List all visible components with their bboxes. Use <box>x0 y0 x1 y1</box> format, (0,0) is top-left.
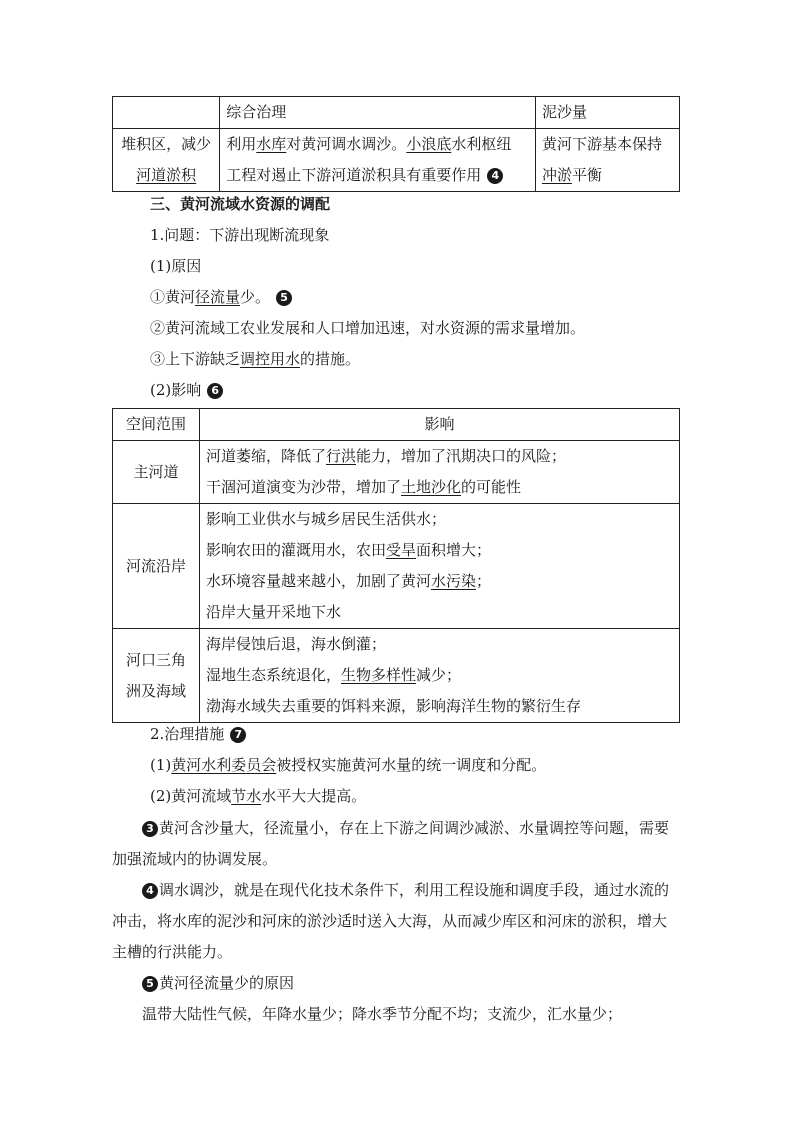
impact-cell <box>200 629 680 723</box>
cell-line: 河口三角 <box>125 650 186 669</box>
underlined-term: 水污染 <box>431 572 477 590</box>
cause-item <box>150 345 360 373</box>
cause-item: ②黄河流域工农业发展和人口增加迅速，对水资源的需求量增加。 <box>150 319 586 337</box>
cell-line: 渤海水域失去重要的饵料来源，影响海洋生物的繁衍生存 <box>206 697 582 715</box>
underlined-term: 冲淤 <box>541 166 572 184</box>
underlined-term: 小浪底 <box>406 135 452 153</box>
note-marker-icon: 4 <box>487 168 503 184</box>
note-marker-icon: 4 <box>142 883 158 899</box>
text-span: (2)影响 <box>150 381 202 399</box>
cell-line <box>206 441 673 472</box>
table-row <box>113 629 680 723</box>
text-span: (1) <box>150 756 172 774</box>
table-row <box>113 129 680 192</box>
text-span: 减少； <box>416 666 462 684</box>
table-cell-area <box>113 129 220 192</box>
underlined-term: 径流量 <box>195 288 241 306</box>
table-row <box>113 441 680 504</box>
table-header-cell: 综合治理 <box>220 97 536 129</box>
text-span: 少。 <box>240 288 271 306</box>
cell-line: 洲及海域 <box>125 681 186 700</box>
cell-line <box>226 129 529 160</box>
table-header-cell <box>113 97 220 129</box>
table-header-cell: 影响 <box>200 409 680 441</box>
table-header-row <box>113 97 680 129</box>
note-paragraph <box>112 875 678 968</box>
text-span: 黄河含沙量大，径流量小，存在上下游之间调沙减淤、水量调控等问题，需要加强流域内的协调发展。 <box>112 819 670 868</box>
text-span: 河道萎缩，降低了 <box>206 447 327 465</box>
cell-line: 堆积区，减少 <box>121 135 212 153</box>
note-marker-icon: 7 <box>230 727 246 743</box>
note-marker-icon: 3 <box>142 821 158 837</box>
impact-cell <box>200 441 680 504</box>
table-cell-governance <box>220 129 536 192</box>
text-span: 黄河径流量少的原因 <box>159 974 295 992</box>
table-header-cell: 空间范围 <box>113 409 200 441</box>
cell-line: 影响工业供水与城乡居民生活供水； <box>206 510 447 528</box>
text-span: (2)黄河流域 <box>150 787 232 805</box>
underlined-term: 生物多样性 <box>341 666 417 684</box>
table-row <box>113 504 680 629</box>
text-span: ； <box>476 572 492 590</box>
text-span: 影响农田的灌溉用水，农田 <box>206 541 387 559</box>
scope-cell: 河流沿岸 <box>113 504 200 629</box>
note-marker-icon: 6 <box>207 383 223 399</box>
cell-line <box>206 535 673 566</box>
measure-item <box>150 751 546 779</box>
cell-line <box>206 660 673 691</box>
cell-line: 黄河下游基本保持 <box>541 135 662 153</box>
text-span: 水平大大提高。 <box>261 787 367 805</box>
underlined-term: 节水 <box>231 787 262 805</box>
note-paragraph <box>112 813 678 875</box>
governance-table <box>112 96 680 192</box>
underlined-term: 黄河水利委员会 <box>171 756 277 774</box>
impact-table <box>112 408 680 723</box>
problem-heading: 1.问题：下游出现断流现象 <box>150 226 330 244</box>
text-span: 干涸河道演变为沙带，增加了 <box>206 478 402 496</box>
note-paragraph <box>112 968 678 999</box>
impact-heading <box>150 376 223 404</box>
text-span: 工程对遏止下游河道淤积具有重要作用 <box>226 166 482 184</box>
text-span: 的措施。 <box>300 350 361 368</box>
text-span: 的可能性 <box>461 478 522 496</box>
text-span: 调水调沙，就是在现代化技术条件下，利用工程设施和调度手段，通过水流的冲击，将水库的泥沙和河床的淤沙适时送入大海，从而减少库区和河床的淤积，增大主槽的行洪能力。 <box>112 881 670 961</box>
cell-line: 沿岸大量开采地下水 <box>206 603 342 621</box>
text-span: 面积增大； <box>416 541 492 559</box>
text-span: 平衡 <box>571 166 602 184</box>
note-marker-icon: 5 <box>276 290 292 306</box>
cell-line: 海岸侵蚀后退，海水倒灌； <box>206 635 387 653</box>
underlined-term: 受旱 <box>386 541 417 559</box>
text-span: ③上下游缺乏 <box>150 350 241 368</box>
text-span: 利用 <box>226 135 257 153</box>
text-span: ①黄河 <box>150 288 196 306</box>
cause-item <box>150 283 292 311</box>
cause-heading: (1)原因 <box>150 257 202 275</box>
scope-cell: 主河道 <box>113 441 200 504</box>
text-span: 对黄河调水调沙。 <box>286 135 407 153</box>
text-span: 湿地生态系统退化， <box>206 666 342 684</box>
underlined-term: 土地沙化 <box>401 478 462 496</box>
text-span: 水利枢纽 <box>451 135 512 153</box>
section-heading: 三、黄河流域水资源的调配 <box>150 195 331 213</box>
note-marker-icon: 5 <box>142 976 158 992</box>
cell-line <box>206 566 673 597</box>
underlined-term: 调控用水 <box>240 350 301 368</box>
text-span: 水环境容量越来越小，加剧了黄河 <box>206 572 432 590</box>
scope-cell <box>113 629 200 723</box>
cell-line <box>226 160 529 191</box>
text-span: 能力，增加了汛期决口的风险； <box>356 447 567 465</box>
cell-line: 河道淤积 <box>136 166 197 184</box>
text-span: 被授权实施黄河水量的统一调度和分配。 <box>276 756 547 774</box>
impact-cell <box>200 504 680 629</box>
table-header-cell: 泥沙量 <box>535 97 679 129</box>
table-cell-sediment <box>535 129 679 192</box>
text-span: 2.治理措施 <box>150 725 225 743</box>
underlined-term: 水库 <box>256 135 287 153</box>
cell-line <box>206 472 673 503</box>
measure-item <box>150 782 366 810</box>
cell-line <box>542 160 673 191</box>
underlined-term: 行洪 <box>326 447 357 465</box>
table-header-row <box>113 409 680 441</box>
measures-heading <box>150 720 246 748</box>
note-paragraph: 温带大陆性气候，年降水量少；降水季节分配不均；支流少，汇水量少； <box>142 1005 623 1023</box>
